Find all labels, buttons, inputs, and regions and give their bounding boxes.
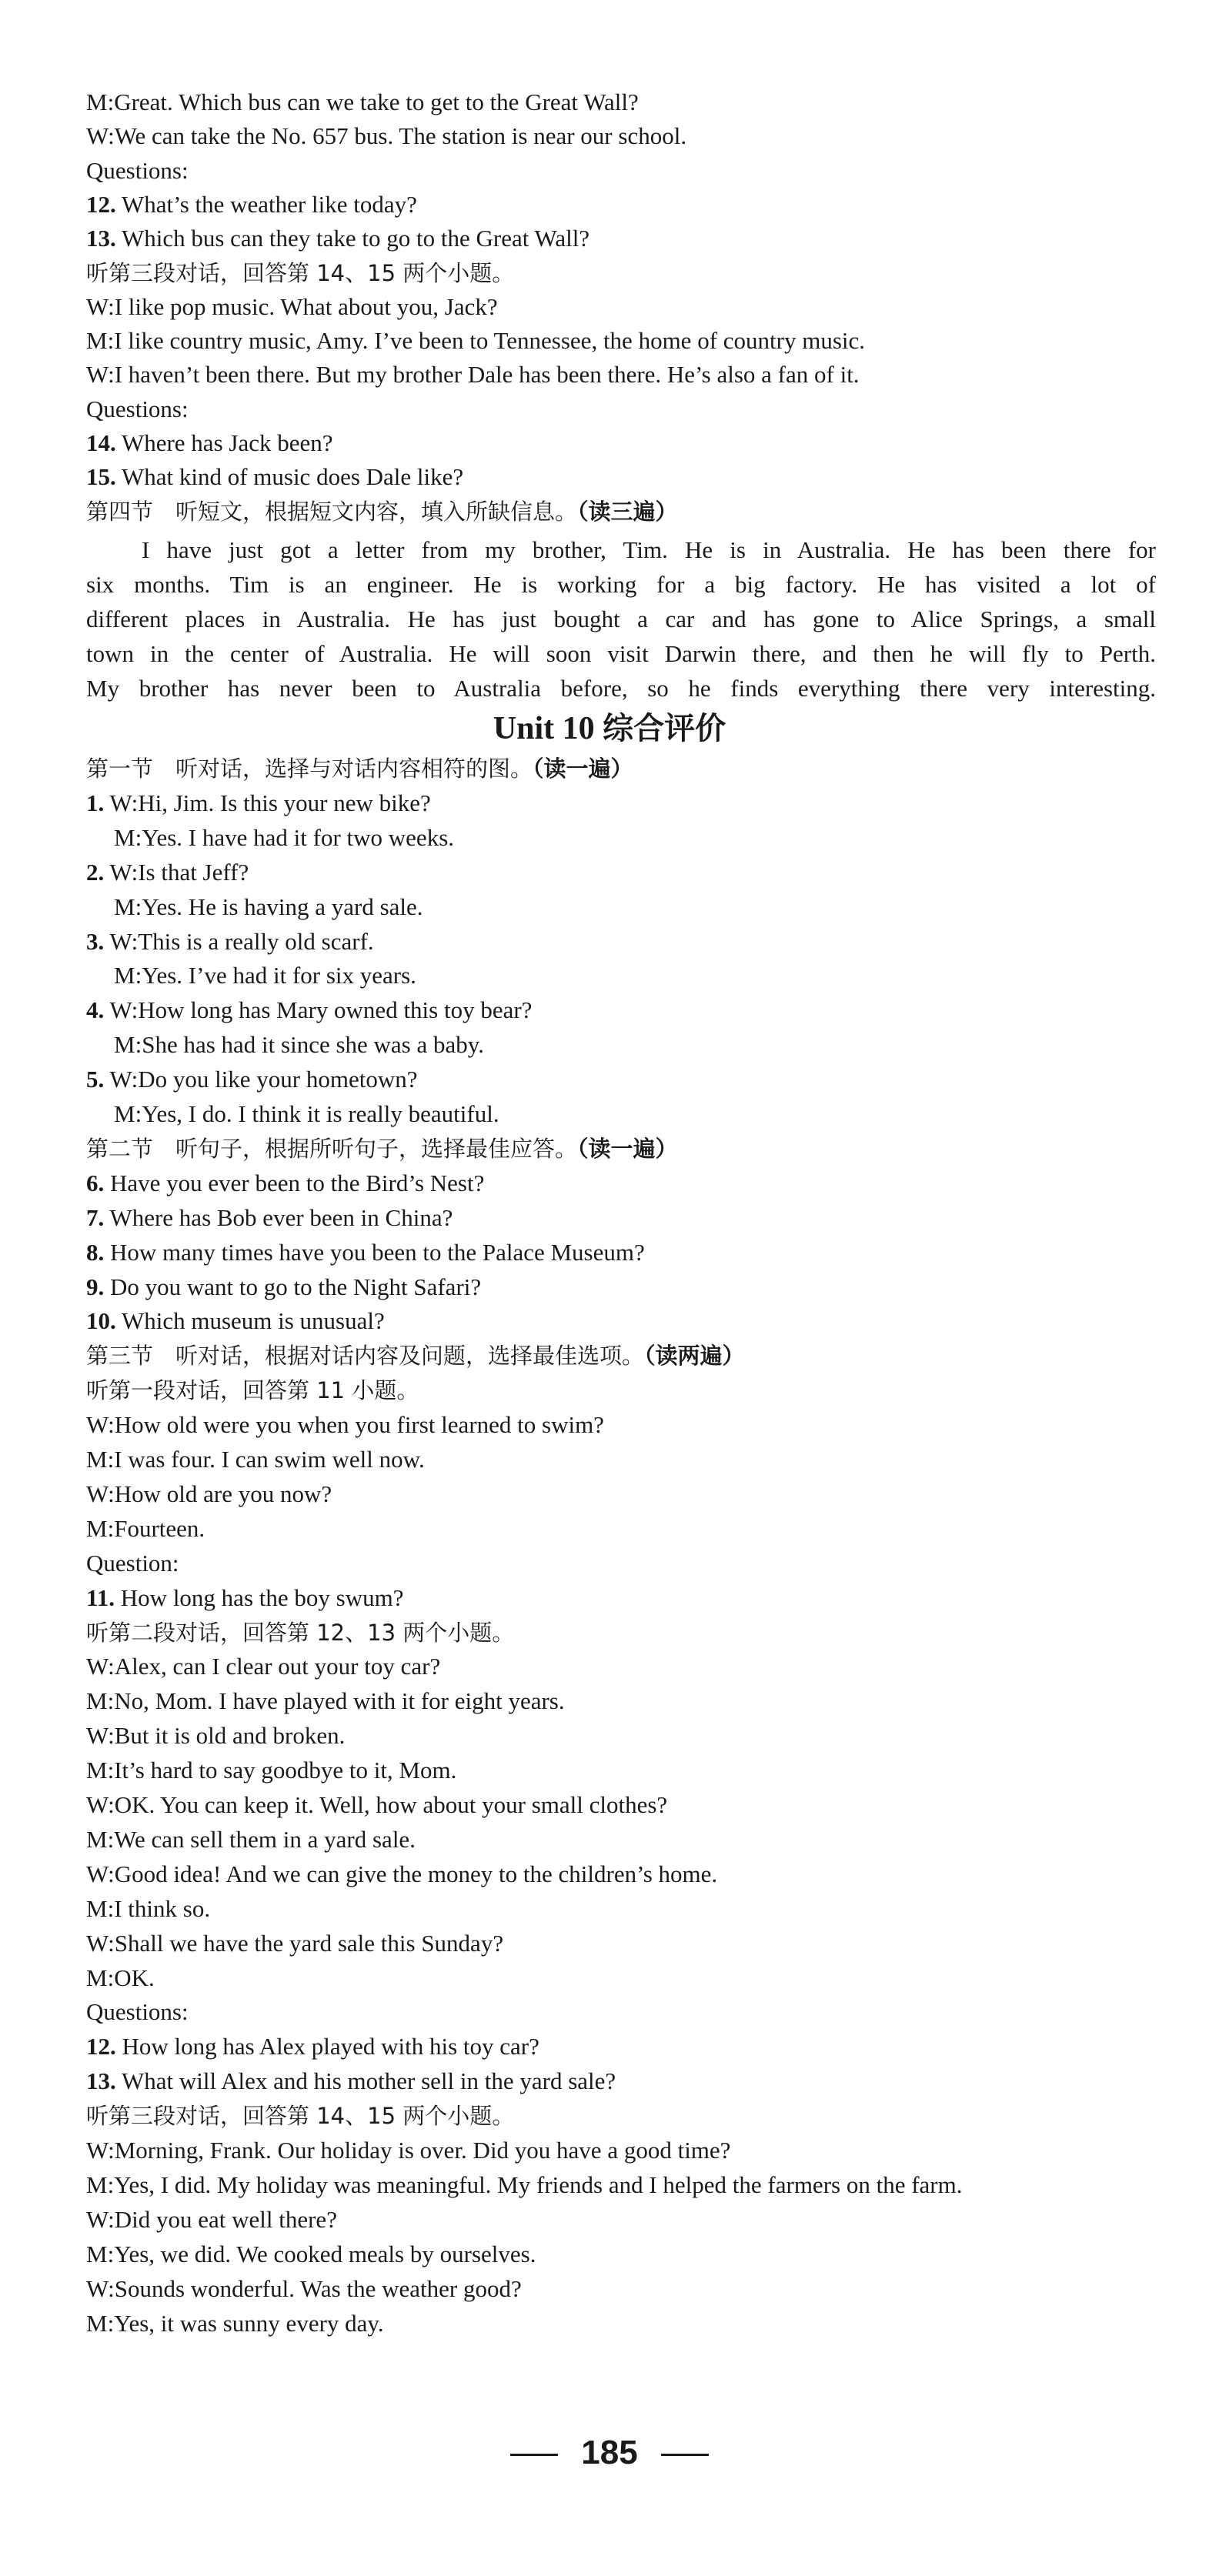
line-text: How old are you now? <box>114 1480 332 1507</box>
question-number: 8. <box>86 1238 105 1266</box>
speaker-label: W <box>86 2274 109 2302</box>
line-text: Which museum is unusual? <box>121 1307 385 1335</box>
page-number-footer <box>0 2430 1219 2476</box>
speaker-label: W <box>109 927 132 955</box>
script-line: 5. W:Do you like your hometown? <box>86 1066 418 1093</box>
line-text: What kind of music does Dale like? <box>121 463 464 491</box>
speaker-label: W <box>86 1929 109 1957</box>
paragraph-line: six months. Tim is an engineer. He is working for a big factory. He has visited a lot of <box>86 571 1156 598</box>
speaker-label: M <box>86 1514 108 1542</box>
line-text: Is that Jeff? <box>138 858 249 886</box>
script-line: M:Yes, we did. We cooked meals by ourselves. <box>86 2240 536 2267</box>
script-line: M:Yes, I did. My holiday was meaningful. My friends and I helped the farmers on the farm. <box>86 2171 963 2198</box>
question-number: 4. <box>86 996 105 1024</box>
script-line <box>86 459 463 494</box>
line-text: I like country music, Amy. I’ve been to Tennessee, the home of country music. <box>114 327 866 355</box>
line-text: Do you want to go to the Night Safari? <box>110 1273 482 1300</box>
question-number: 7. <box>86 1203 105 1231</box>
line-text: Yes. I’ve had it for six years. <box>142 962 416 989</box>
script-line <box>86 1546 179 1580</box>
line-text: Which bus can they take to go to the Great Wall? <box>121 225 590 252</box>
script-line: W:Sounds wonderful. Was the weather good? <box>86 2274 522 2302</box>
script-line <box>86 1338 745 1373</box>
line-text: Yes, it was sunny every day. <box>114 2309 384 2337</box>
speaker-label: M <box>86 1757 108 1784</box>
speaker-label: M <box>86 1964 108 1991</box>
script-line: M:I was four. I can swim well now. <box>86 1446 425 1473</box>
unit-title-en: Unit 10 <box>493 711 595 746</box>
line-text: Where has Jack been? <box>121 429 333 456</box>
line-text: OK. <box>114 1964 155 1991</box>
line-text: Did you eat well there? <box>114 2205 337 2233</box>
speaker-label: M <box>114 1100 135 1127</box>
line-text: We can take the No. 657 bus. The station is near our school. <box>114 122 687 150</box>
line-text: How long has Alex played with his toy car? <box>122 2033 539 2060</box>
script-line: M:OK. <box>86 1964 155 1991</box>
speaker-label: W <box>86 1411 109 1439</box>
script-line <box>86 1131 678 1166</box>
script-line <box>86 494 678 529</box>
script-line: M:We can sell them in a yard sale. <box>86 1825 416 1853</box>
line-text: It’s hard to say goodbye to it, Mom. <box>114 1757 457 1784</box>
script-line: M:I think so. <box>86 1894 211 1922</box>
script-line <box>86 255 514 290</box>
question-number: 12. <box>86 190 116 218</box>
line-text: Yes, we did. We cooked meals by ourselves. <box>114 2240 536 2267</box>
line-text: How many times have you been to the Palace Museum? <box>110 1238 645 1266</box>
speaker-label: W <box>86 1722 109 1750</box>
line-text: This is a really old scarf. <box>138 927 374 955</box>
line-text: I haven’t been there. But my brother Dale has been there. He’s also a fan of it. <box>114 361 860 389</box>
question-number: 9. <box>86 1273 105 1300</box>
script-line <box>86 2029 539 2064</box>
section-heading-zh: 第三节 听对话，根据对话内容及问题，选择最佳选项。 <box>86 1343 645 1370</box>
question-number: 15. <box>86 463 116 491</box>
script-line: W:How old are you now? <box>86 1480 332 1507</box>
script-line <box>86 392 189 426</box>
speaker-label: M <box>86 327 108 355</box>
line-text: Question: <box>86 1549 179 1577</box>
line-text: Sounds wonderful. Was the weather good? <box>114 2274 522 2302</box>
script-line: W:OK. You can keep it. Well, how about your small clothes? <box>86 1791 668 1818</box>
speaker-label: W <box>109 1066 132 1093</box>
line-text: I was four. I can swim well now. <box>114 1446 425 1473</box>
script-line <box>86 751 633 786</box>
speaker-label: W <box>86 2137 109 2164</box>
speaker-label: M <box>86 1825 108 1853</box>
speaker-label: W <box>86 2205 109 2233</box>
script-line <box>86 1580 403 1615</box>
speaker-label: M <box>114 823 135 851</box>
page-number: 185 <box>581 2434 638 2471</box>
speaker-label: M <box>86 88 108 115</box>
script-line <box>86 2098 514 2133</box>
question-number: 3. <box>86 927 105 955</box>
short-passage-paragraph <box>86 532 1156 706</box>
line-text: Yes, I did. My holiday was meaningful. My friends and I helped the farmers on the farm. <box>114 2171 963 2198</box>
line-text: How long has Mary owned this toy bear? <box>138 996 533 1024</box>
speaker-label: W <box>86 361 109 389</box>
line-text: Yes. I have had it for two weeks. <box>142 823 455 851</box>
script-line: W:Alex, can I clear out your toy car? <box>86 1653 441 1680</box>
speaker-label: M <box>114 962 135 989</box>
line-text: Alex, can I clear out your toy car? <box>114 1653 441 1680</box>
script-line: W:Did you eat well there? <box>86 2205 337 2233</box>
section-heading-zh: 第四节 听短文，根据短文内容，填入所缺信息。 <box>86 498 578 525</box>
script-line: W:But it is old and broken. <box>86 1722 346 1750</box>
unit-title-zh: 综合评价 <box>603 711 726 746</box>
speaker-label: M <box>86 2240 108 2267</box>
script-line: M:Yes, I do. I think it is really beautiful. <box>114 1100 499 1127</box>
script-line: M:Fourteen. <box>86 1514 205 1542</box>
line-text: Great. Which bus can we take to get to the Great Wall? <box>114 88 639 115</box>
speaker-label: W <box>86 1480 109 1507</box>
speaker-label: M <box>86 2171 108 2198</box>
section-heading-zh: 听第一段对话，回答第 11 小题。 <box>86 1377 419 1404</box>
speaker-label: W <box>86 1653 109 1680</box>
script-line <box>86 1270 481 1304</box>
read-times-note: （读两遍） <box>644 1343 745 1370</box>
speaker-label: W <box>109 996 132 1024</box>
read-times-note: （读一遍） <box>577 1135 678 1162</box>
script-line <box>86 425 333 460</box>
question-number: 11. <box>86 1583 115 1611</box>
script-line: M:Yes, it was sunny every day. <box>86 2309 384 2337</box>
line-text: How long has the boy swum? <box>120 1583 404 1611</box>
script-line: W:I like pop music. What about you, Jack? <box>86 292 498 320</box>
speaker-label: M <box>86 1894 108 1922</box>
speaker-label: M <box>114 1031 135 1059</box>
question-number: 13. <box>86 225 116 252</box>
speaker-label: M <box>114 893 135 920</box>
question-number: 1. <box>86 789 105 816</box>
script-line: M:Yes. He is having a yard sale. <box>114 893 423 920</box>
script-line: M:No, Mom. I have played with it for eight years. <box>86 1687 565 1715</box>
speaker-label: W <box>86 292 109 320</box>
speaker-label: M <box>86 1687 108 1715</box>
line-text: No, Mom. I have played with it for eight years. <box>114 1687 565 1715</box>
question-number: 5. <box>86 1066 105 1093</box>
speaker-label: M <box>86 1446 108 1473</box>
script-line: 4. W:How long has Mary owned this toy bear? <box>86 996 533 1024</box>
script-line <box>86 1373 419 1407</box>
speaker-label: W <box>109 789 132 816</box>
section-heading-zh: 听第三段对话，回答第 14、15 两个小题。 <box>86 2103 515 2130</box>
question-number: 6. <box>86 1169 105 1196</box>
question-number: 14. <box>86 429 116 456</box>
line-text: Questions: <box>86 1998 189 2026</box>
question-number: 10. <box>86 1307 116 1335</box>
line-text: But it is old and broken. <box>114 1722 346 1750</box>
script-line: 1. W:Hi, Jim. Is this your new bike? <box>86 789 431 816</box>
line-text: Hi, Jim. Is this your new bike? <box>138 789 431 816</box>
script-line: 2. W:Is that Jeff? <box>86 858 249 886</box>
script-line: W:Good idea! And we can give the money to the children’s home. <box>86 1860 718 1887</box>
script-line: 3. W:This is a really old scarf. <box>86 927 374 955</box>
line-text: Do you like your hometown? <box>138 1066 418 1093</box>
line-text: Yes. He is having a yard sale. <box>142 893 423 920</box>
line-text: OK. You can keep it. Well, how about your small clothes? <box>114 1791 668 1818</box>
line-text: Questions: <box>86 156 189 184</box>
speaker-label: M <box>86 2309 108 2337</box>
speaker-label: W <box>86 122 109 150</box>
speaker-label: W <box>86 1860 109 1887</box>
script-line <box>86 2064 616 2098</box>
script-line: M:She has had it since she was a baby. <box>114 1031 484 1059</box>
script-line <box>86 1166 484 1200</box>
script-line: W:How old were you when you first learned to swim? <box>86 1411 604 1439</box>
line-text: What will Alex and his mother sell in the yard sale? <box>121 2067 616 2095</box>
line-text: Good idea! And we can give the money to the children’s home. <box>114 1860 718 1887</box>
script-line: W:I haven’t been there. But my brother Dale has been there. He’s also a fan of it. <box>86 361 860 389</box>
line-text: She has had it since she was a baby. <box>142 1031 484 1059</box>
line-text: Have you ever been to the Bird’s Nest? <box>110 1169 485 1196</box>
script-line: W:Shall we have the yard sale this Sunday? <box>86 1929 504 1957</box>
script-line <box>86 1235 645 1270</box>
script-line <box>86 1200 453 1235</box>
script-line <box>86 153 189 188</box>
script-line: M:Yes. I’ve had it for six years. <box>114 962 416 989</box>
question-number: 2. <box>86 858 105 886</box>
paragraph-line: town in the center of Australia. He will soon visit Darwin there, and then he will fly to Perth. <box>86 640 1156 667</box>
script-line: M:Great. Which bus can we take to get to the Great Wall? <box>86 88 639 115</box>
line-text: I think so. <box>114 1894 211 1922</box>
script-line <box>86 187 417 222</box>
section-heading-zh: 第一节 听对话，选择与对话内容相符的图。 <box>86 756 533 782</box>
line-text: How old were you when you first learned to swim? <box>114 1411 604 1439</box>
script-line: W:We can take the No. 657 bus. The station is near our school. <box>86 122 687 150</box>
script-line <box>86 1615 514 1650</box>
line-text: What’s the weather like today? <box>121 190 417 218</box>
section-heading-zh: 听第三段对话，回答第 14、15 两个小题。 <box>86 259 515 286</box>
paragraph-line: I have just got a letter from my brother, Tim. He is in Australia. He has been there for <box>142 536 1156 563</box>
speaker-label: W <box>109 858 132 886</box>
script-line: M:I like country music, Amy. I’ve been to Tennessee, the home of country music. <box>86 327 866 355</box>
speaker-label: W <box>86 1791 109 1818</box>
unit-title <box>0 707 1219 750</box>
line-text: Yes, I do. I think it is really beautiful. <box>142 1100 499 1127</box>
section-heading-zh: 听第二段对话，回答第 12、13 两个小题。 <box>86 1619 515 1646</box>
read-times-note: （读三遍） <box>577 498 678 525</box>
question-number: 12. <box>86 2033 116 2060</box>
line-text: Where has Bob ever been in China? <box>109 1203 453 1231</box>
line-text: I like pop music. What about you, Jack? <box>114 292 498 320</box>
footer-dash-left <box>510 2454 558 2456</box>
line-text: We can sell them in a yard sale. <box>114 1825 416 1853</box>
paragraph-line: My brother has never been to Australia before, so he finds everything there very interesting. <box>86 675 1156 702</box>
script-line: M:Yes. I have had it for two weeks. <box>114 823 455 851</box>
line-text: Questions: <box>86 395 189 422</box>
script-line <box>86 1994 189 2029</box>
footer-dash-right <box>661 2454 709 2456</box>
paragraph-line: different places in Australia. He has just bought a car and has gone to Alice Springs, a small <box>86 606 1156 632</box>
line-text: Morning, Frank. Our holiday is over. Did you have a good time? <box>114 2137 731 2164</box>
script-line <box>86 1303 385 1338</box>
line-text: Shall we have the yard sale this Sunday? <box>114 1929 504 1957</box>
line-text: Fourteen. <box>114 1514 205 1542</box>
script-line: M:It’s hard to say goodbye to it, Mom. <box>86 1757 457 1784</box>
script-line <box>86 221 589 255</box>
section-heading-zh: 第二节 听句子，根据所听句子，选择最佳应答。 <box>86 1135 578 1162</box>
question-number: 13. <box>86 2067 116 2095</box>
read-times-note: （读一遍） <box>533 756 633 782</box>
script-line: W:Morning, Frank. Our holiday is over. Did you have a good time? <box>86 2137 731 2164</box>
